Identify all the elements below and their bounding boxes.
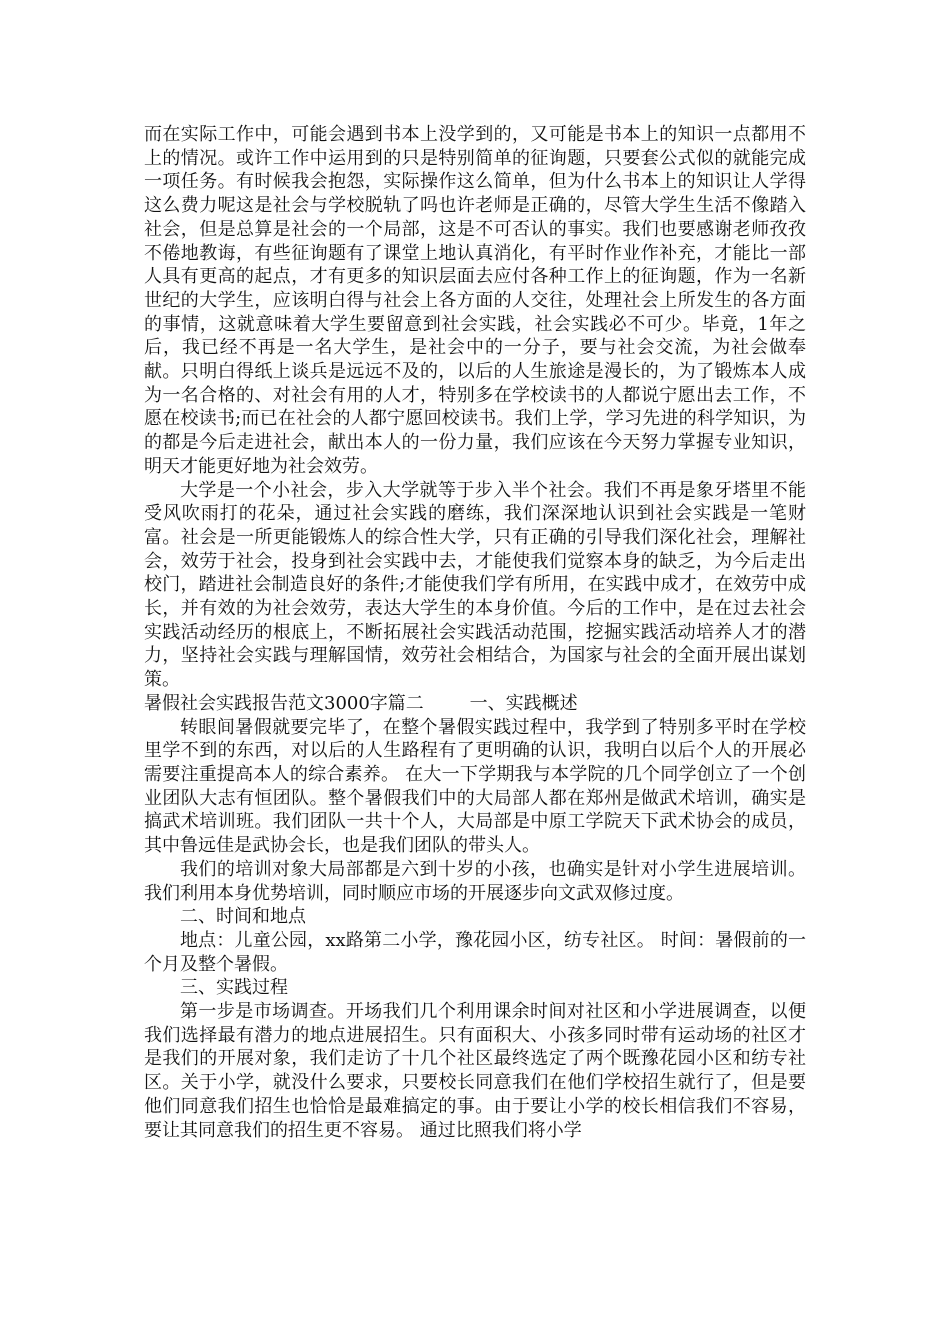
document-body	[144, 123, 806, 1142]
paragraph-3: 转眼间暑假就要完毕了，在整个暑假实践过程中，我学到了特别多平时在学校里学不到的东西，对以后的人生路程有了更明确的认识，我明白以后个人的开展必需要注重提高本人的综合素养。 在大一下学期我与本学院的几个同学创立了一个创业团队大志有恒团队。整个暑假我们中的大局部人都在郑州是做武术培训，确实是搞武术培训班。我们团队一共十个人，大局部是中原工学院天下武术协会的成员，其中鲁远佳是武协会长，也是我们团队的带头人。	[144, 716, 806, 857]
subheading-process: 三、实践过程	[180, 977, 288, 999]
paragraph-1: 而在实际工作中，可能会遇到书本上没学到的，又可能是书本上的知识一点都用不上的情况。或许工作中运用到的只是特别简单的征询题，只要套公式似的就能完成一项任务。有时候我会抱怨，实际操作这么简单，但为什么书本上的知识让人学得这么费力呢这是社会与学校脱轨了吗也许老师是正确的，尽管大学生生活不像踏入社会，但是总算是社会的一个局部，这是不可否认的事实。我们也要感谢老师孜孜不倦地教诲，有些征询题有了课堂上地认真消化，有平时作业作补充，才能比一部人具有更高的起点，才有更多的知识层面去应付各种工作上的征询题，作为一名新世纪的大学生，应该明白得与社会上各方面的人交往，处理社会上所发生的各方面的事情，这就意味着大学生要留意到社会实践，社会实践必不可少。毕竟，1年之后，我已经不再是一名大学生，是社会中的一分子，要与社会交流，为社会做奉献。只明白得纸上谈兵是远远不及的，以后的人生旅途是漫长的，为了锻炼本人成为一名合格的、对社会有用的人才，特别多在学校读书的人都说宁愿出去工作，不愿在校读书;而已在社会的人都宁愿回校读书。我们上学，学习先进的科学知识，为的都是今后走进社会，献出本人的一份力量，我们应该在今天努力掌握专业知识，明天才能更好地为社会效劳。	[144, 124, 806, 477]
subheading-time-place: 二、时间和地点	[180, 906, 306, 928]
section-heading: 暑假社会实践报告范文3000字篇二 一、实践概述	[144, 692, 578, 714]
paragraph-2: 大学是一个小社会，步入大学就等于步入半个社会。我们不再是象牙塔里不能受风吹雨打的花朵，通过社会实践的磨练，我们深深地认识到社会实践是一笔财富。社会是一所更能锻炼人的综合性大学，只有正确的引导我们深化社会，理解社会，效劳于社会，投身到社会实践中去，才能使我们觉察本身的缺乏，为今后走出校门，踏进社会制造良好的条件;才能使我们学有所用，在实践中成才，在效劳中成长，并有效的为社会效劳，表达大学生的本身价值。今后的工作中，是在过去社会实践活动经历的根底上，不断拓展社会实践活动范围，挖掘实践活动培养人才的潜力，坚持社会实践与理解国情，效劳社会相结合，为国家与社会的全面开展出谋划策。	[144, 479, 806, 691]
paragraph-6: 第一步是市场调查。开场我们几个利用课余时间对社区和小学进展调查，以便我们选择最有潜力的地点进展招生。只有面积大、小孩多同时带有运动场的社区才是我们的开展对象，我们走访了十几个社区最终选定了两个既豫花园小区和纺专社区。关于小学，就没什么要求，只要校长同意我们在他们学校招生就行了，但是要他们同意我们招生也恰恰是最难搞定的事。由于要让小学的校长相信我们不容易，要让其同意我们的招生更不容易。 通过比照我们将小学	[144, 1001, 806, 1141]
paragraph-5: 地点：儿童公园，xx路第二小学，豫花园小区，纺专社区。 时间：暑假前的一个月及整个暑假。	[144, 929, 806, 975]
paragraph-4: 我们的培训对象大局部都是六到十岁的小孩，也确实是针对小学生进展培训。我们利用本身优势培训，同时顺应市场的开展逐步向文武双修过度。	[144, 858, 806, 904]
